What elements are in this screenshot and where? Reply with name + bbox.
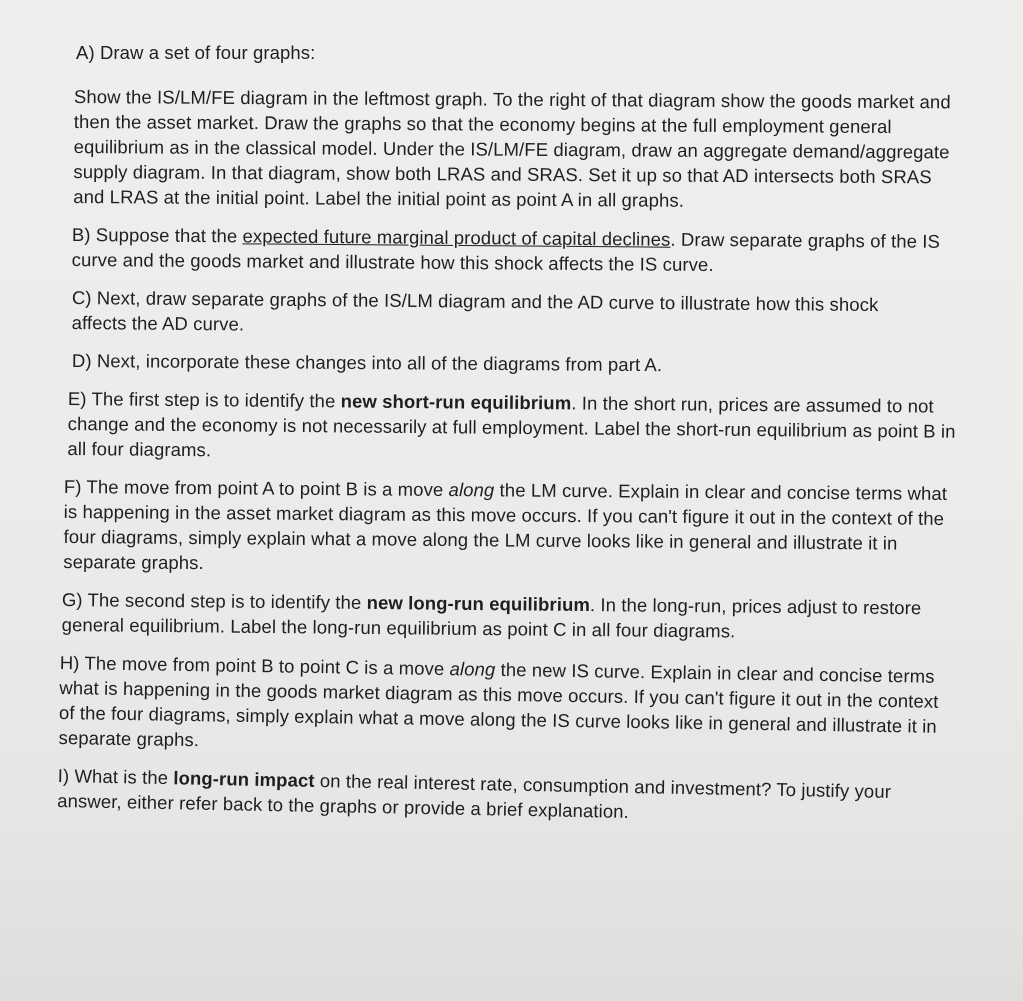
paragraph-part-d: [72, 348, 972, 379]
part-i-text-end: on the real interest rate, consumption and investment? To justify your answer, either refer back to the graphs or provide a brief explanation.: [57, 769, 892, 822]
part-i-bold-phrase: long-run impact: [173, 767, 315, 791]
part-h-italic-word: along: [449, 658, 496, 680]
part-i-text-start: I) What is the: [57, 764, 174, 789]
paragraph-part-c: [72, 285, 912, 342]
part-b-text-end: . Draw separate graphs of the IS curve and the goods market and illustrate how this shock affects the IS curve.: [71, 228, 941, 276]
heading-part-a: [72, 40, 972, 65]
part-e-bold-phrase: new short-run equilibrium: [340, 390, 572, 414]
part-g-text-start: G) The second step is to identify the: [61, 588, 367, 613]
part-c-text: C) Next, draw separate graphs of the IS/LM diagram and the AD curve to illustrate how this shock affects the AD curve.: [71, 286, 879, 335]
part-g-bold-phrase: new long-run equilibrium: [366, 591, 591, 616]
part-f-text-start: F) The move from point A to point B is a move: [63, 475, 449, 501]
paragraph-part-i: [57, 763, 918, 830]
part-b-underlined-phrase: expected future marginal product of capital declines: [242, 225, 671, 250]
paragraph-part-e: [67, 386, 958, 469]
paragraph-part-g: [62, 587, 957, 646]
part-e-text-end: . In the short run, prices are assumed to not change and the economy is not necessarily at full employment. Label the short-run equilibrium as point B in all four diagrams.: [67, 392, 956, 461]
paragraph-part-b: [72, 222, 942, 279]
part-d-text: D) Next, incorporate these changes into all of the diagrams from part A.: [71, 349, 663, 376]
part-f-text-end: the LM curve. Explain in clear and concise terms what is happening in the asset market diagram as this move occurs. If you can't figure it out in the context of the four diagrams, simply explain what a move along the LM curve looks like in general and illustrate it in separate graphs.: [63, 479, 948, 574]
paragraph-part-a: [71, 84, 954, 214]
paragraph-part-f: [63, 474, 954, 581]
part-h-text-start: H) The move from point B to point C is a move: [59, 651, 450, 680]
part-e-text-start: E) The first step is to identify the: [67, 387, 341, 412]
paragraph-part-h: [58, 650, 944, 764]
part-g-text-end: . In the long-run, prices adjust to restore general equilibrium. Label the long-run equilibrium as point C in all four diagrams.: [61, 594, 922, 642]
part-a-text: Show the IS/LM/FE diagram in the leftmost graph. To the right of that diagram show the goods market and then the asset market. Draw the graphs so that the economy begins at the full employment general equilibrium as in the classical model. Under the IS/LM/FE diagram, draw an aggregate demand/aggregate supply diagram. In that diagram, show both LRAS and SRAS. Set it up so that AD intersects both SRAS and LRAS at the initial point. Label the initial point as point A in all graphs.: [73, 86, 951, 211]
part-f-italic-word: along: [448, 479, 495, 501]
heading-text: A) Draw a set of four graphs:: [76, 42, 316, 63]
part-b-text-start: B) Suppose that the: [71, 223, 243, 247]
part-h-text-end: the new IS curve. Explain in clear and concise terms what is happening in the goods market diagram as this move occurs. If you can't figure it out in the context of the four diagrams, simply explain what a move along the IS curve looks like in general and illustrate it in separate graphs.: [58, 658, 939, 751]
assignment-text: [57, 40, 972, 826]
